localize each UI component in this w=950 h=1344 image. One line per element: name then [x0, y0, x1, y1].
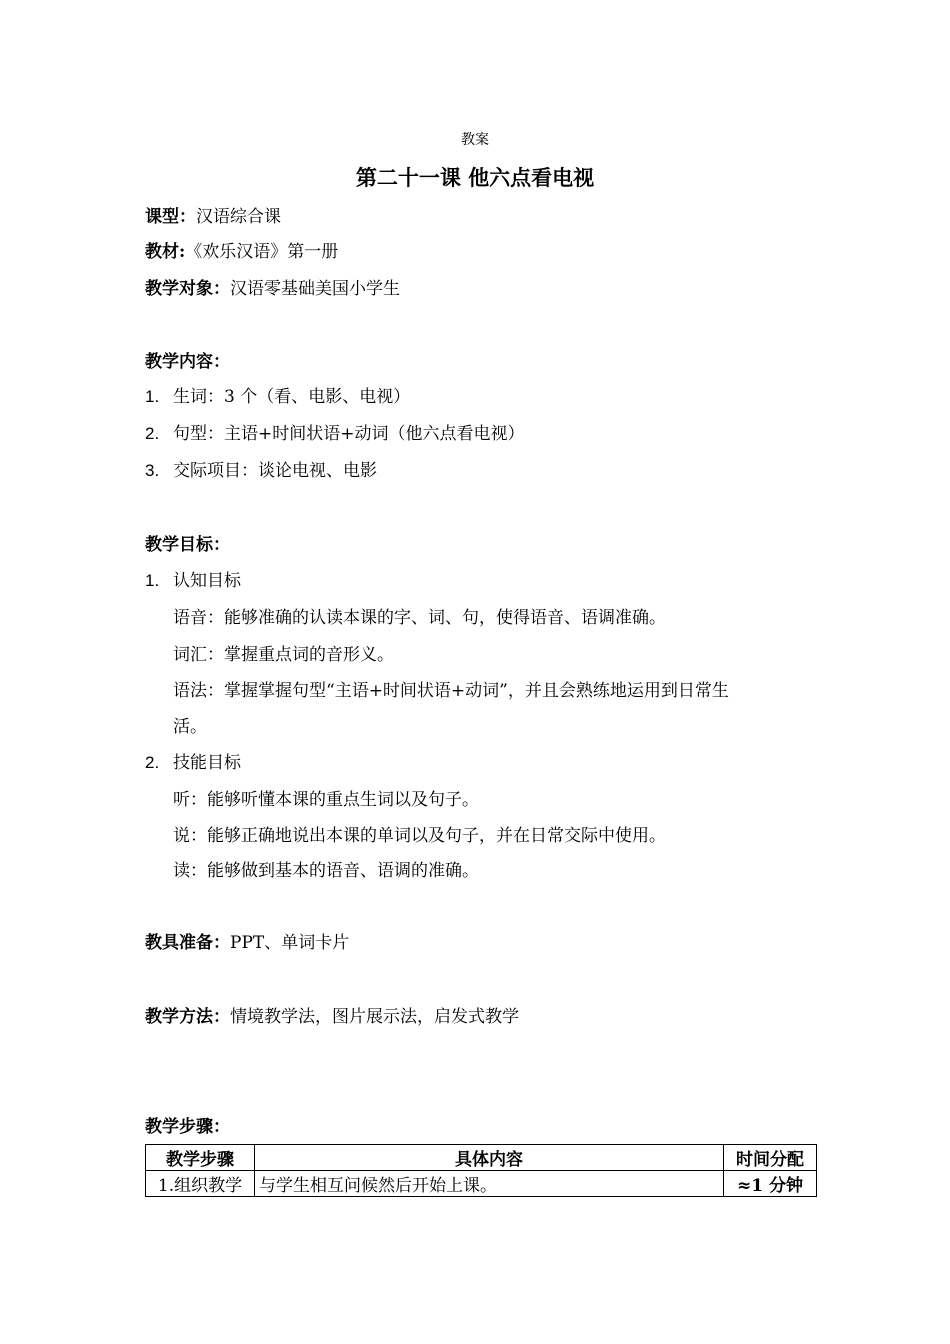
item-number: 3. [145, 461, 160, 480]
audience-line [145, 274, 400, 299]
textbook-label: 教材: [145, 242, 186, 262]
course-type-label: 课型： [145, 207, 196, 227]
item-text: 生词：3 个（看、电影、电视） [173, 387, 411, 407]
goal-line: 活。 [173, 717, 207, 737]
content-item [145, 419, 525, 444]
goals-heading: 教学目标： [145, 535, 230, 555]
textbook-line [145, 237, 338, 262]
step-cell: 1.组织教学 [146, 1171, 255, 1197]
tools-value: PPT、单词卡片 [230, 933, 350, 953]
goal-title: 技能目标 [173, 753, 241, 773]
goal-line: 说：能够正确地说出本课的单词以及句子，并在日常交际中使用。 [173, 826, 666, 846]
item-number: 2. [145, 424, 160, 443]
goal-title: 认知目标 [173, 571, 241, 591]
lesson-title: 第二十一课 他六点看电视 [355, 165, 595, 190]
tools-label: 教具准备： [145, 933, 230, 953]
methods-line [145, 1002, 519, 1027]
column-header: 教学步骤 [146, 1145, 255, 1171]
goal-line: 语法：掌握掌握句型“主语+时间状语+动词”，并且会熟练地运用到日常生 [173, 681, 729, 701]
table-row [146, 1171, 817, 1197]
steps-heading: 教学步骤： [145, 1117, 230, 1137]
content-heading: 教学内容： [145, 352, 230, 372]
item-number: 1. [145, 571, 160, 590]
time-cell: ≈1 分钟 [724, 1171, 817, 1197]
course-type-line [145, 202, 281, 227]
goal-skill-title [145, 748, 241, 773]
goal-line: 语音：能够准确的认读本课的字、词、句，使得语音、语调准确。 [173, 608, 666, 628]
goal-cognitive-title [145, 566, 241, 591]
item-number: 2. [145, 753, 160, 772]
audience-value: 汉语零基础美国小学生 [230, 279, 400, 299]
column-header: 时间分配 [724, 1145, 817, 1171]
methods-label: 教学方法： [145, 1007, 230, 1027]
goal-line: 读：能够做到基本的语音、语调的准确。 [173, 861, 479, 881]
steps-table [145, 1144, 817, 1197]
textbook-value: 《欢乐汉语》第一册 [185, 242, 339, 262]
page-header: 教案 [461, 132, 489, 148]
item-text: 交际项目：谈论电视、电影 [173, 461, 377, 481]
item-number: 1. [145, 387, 160, 406]
content-item [145, 382, 410, 407]
methods-value: 情境教学法，图片展示法，启发式教学 [230, 1007, 519, 1027]
goal-line: 词汇：掌握重点词的音形义。 [173, 645, 394, 665]
course-type-value: 汉语综合课 [196, 207, 281, 227]
audience-label: 教学对象： [145, 279, 230, 299]
column-header: 具体内容 [255, 1145, 724, 1171]
content-cell: 与学生相互问候然后开始上课。 [255, 1171, 724, 1197]
table-header-row [146, 1145, 817, 1171]
goal-line: 听：能够听懂本课的重点生词以及句子。 [173, 790, 479, 810]
content-item [145, 456, 377, 481]
item-text: 句型：主语+时间状语+动词（他六点看电视） [173, 424, 525, 444]
tools-line [145, 928, 349, 953]
